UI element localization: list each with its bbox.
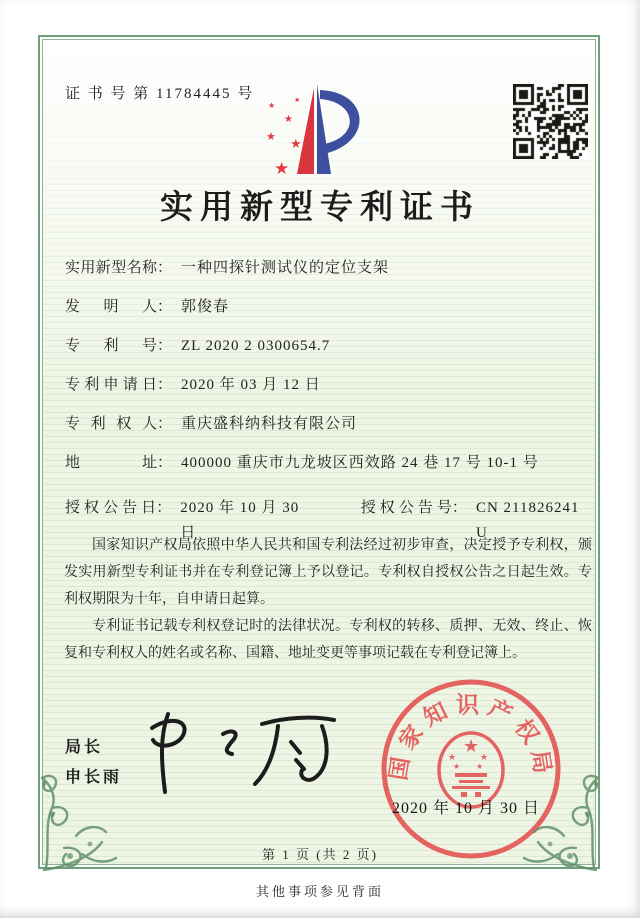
field-value: 郭俊春: [181, 299, 230, 315]
paragraph: 专利证书记载专利权登记时的法律状况。专利权的转移、质押、无效、终止、恢复和专利权人的姓名或名称、国籍、地址变更等事项记载在专利登记簿上。: [64, 619, 592, 661]
field-colon: ：: [157, 338, 173, 354]
grant-number-value: CN 211826241 U: [475, 500, 580, 541]
director-name: 申长雨: [65, 769, 123, 786]
field-colon: ：: [157, 260, 173, 276]
seal-date: 2020 年 10 月 30 日: [392, 800, 541, 817]
svg-text:★: ★: [480, 753, 489, 763]
corner-flourish-icon: [30, 752, 130, 877]
svg-text:★: ★: [453, 762, 461, 771]
svg-text:★: ★: [448, 753, 457, 763]
svg-text:★: ★: [463, 736, 480, 757]
field-value: 400000 重庆市九龙坡区西效路 24 巷 17 号 10-1 号: [181, 455, 539, 471]
page-number: 第 1 页 (共 2 页): [262, 847, 378, 862]
field-label: 实用新型名称: [65, 260, 157, 276]
field-colon: ：: [157, 299, 173, 315]
field-value: 重庆盛科纳科技有限公司: [181, 416, 358, 432]
certificate-title: 实用新型专利证书: [160, 190, 480, 226]
svg-text:★: ★: [274, 159, 290, 178]
qr-code: [513, 84, 588, 159]
paragraph: 国家知识产权局依照中华人民共和国专利法经过初步审查，决定授予专利权，颁发实用新型专利证书并在专利登记簿上予以登记。专利权自授权公告之日起生效。专利权期限为十年，自申请日起算。: [64, 538, 592, 607]
certificate-number: 证 书 号 第 11784445 号: [65, 86, 255, 102]
grant-date-value: 2020 年 10 月 30 日: [180, 500, 300, 541]
svg-text:★: ★: [268, 101, 276, 110]
field-value: ZL 2020 2 0300654.7: [181, 338, 331, 354]
field-value: 2020 年 03 月 12 日: [181, 377, 321, 393]
director-signature: [128, 700, 343, 805]
svg-text:★: ★: [476, 762, 484, 771]
field-label: 地址: [65, 455, 157, 471]
field-row-patent-no: [65, 334, 585, 373]
field-colon: ：: [157, 416, 173, 432]
field-label: 发明人: [65, 299, 157, 315]
field-colon: ：: [157, 377, 173, 393]
field-label: 专利申请日: [65, 377, 157, 393]
field-label: 授权公告号: [360, 500, 452, 516]
svg-text:★: ★: [284, 114, 293, 125]
field-row-filing-date: [65, 373, 585, 412]
legal-text: [64, 532, 592, 667]
field-row-inventor: [65, 295, 585, 334]
svg-text:★: ★: [290, 137, 302, 152]
field-colon: ：: [156, 500, 172, 516]
field-value: 一种四探针测试仪的定位支架: [181, 260, 390, 276]
field-row-name: [65, 256, 585, 295]
back-note: 其他事项参见背面: [255, 884, 384, 899]
cnipa-logo-icon: [258, 82, 376, 178]
svg-text:★: ★: [266, 130, 276, 143]
seal-text: 国家知识产权局: [385, 692, 557, 783]
field-label: 授权公告日: [65, 500, 157, 516]
field-colon: ：: [157, 455, 173, 471]
field-row-address: [65, 451, 585, 490]
field-label: 专利号: [65, 338, 157, 354]
field-list: [65, 256, 585, 490]
director-title: 局长: [65, 739, 104, 756]
field-colon: ：: [451, 500, 467, 516]
svg-text:★: ★: [294, 96, 301, 104]
field-label: 专利权人: [65, 416, 157, 432]
field-row-patentee: [65, 412, 585, 451]
